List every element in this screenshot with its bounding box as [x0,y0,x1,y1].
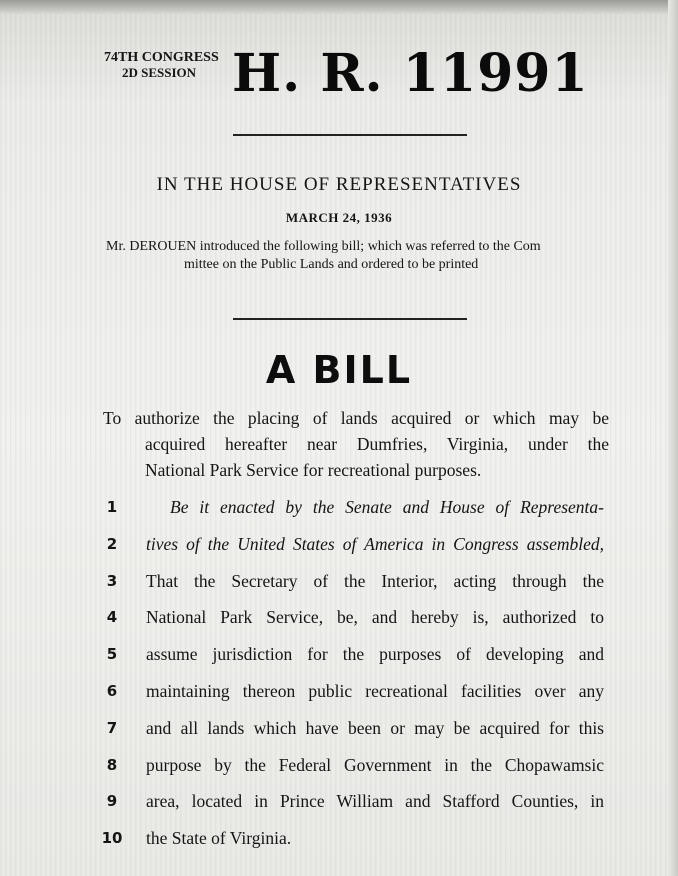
line-text: That the Secretary of the Interior, acting through the [146,570,604,591]
line-number: 4 [106,608,118,627]
line-number: 6 [106,681,118,700]
house-heading: IN THE HOUSE OF REPRESENTATIVES [156,174,522,195]
line-text: National Park Service, be, and hereby is, authorized to [146,607,604,628]
purpose-line-1: To authorize the placing of lands acquired or which may be [103,408,609,428]
divider-rule-bottom [233,318,467,320]
line-number: 5 [106,645,118,664]
line-text: purpose by the Federal Government in the Chopawamsic [146,754,604,775]
bill-body [0,496,678,864]
line-text: maintaining thereon public recreational facilities over any [146,680,604,701]
bill-title: A BILL [265,348,413,392]
bill-line [0,570,678,607]
line-number: 3 [106,571,118,590]
congress-label: 74TH CONGRESS [104,50,219,65]
bill-line [0,606,678,643]
line-text: Be it enacted by the Senate and House of Representa- [170,497,604,517]
session-label: 2D SESSION [122,65,197,80]
line-number: 8 [106,755,118,774]
bill-line [0,827,678,864]
bill-date: MARCH 24, 1936 [285,210,393,225]
divider-rule-top [233,134,467,136]
line-number: 7 [106,718,118,737]
introduction-line-1: Mr. DEROUEN introduced the following bill; which was referred to the Com [106,239,541,254]
scan-top-edge [0,0,678,14]
line-text: area, located in Prince William and Stafford Counties, in [146,791,604,812]
bill-line [0,496,678,533]
bill-purpose [103,405,609,483]
line-text: tives of the United States of America in Congress assembled, [146,533,604,554]
introduction-line-2: mittee on the Public Lands and ordered to be printed [184,257,479,272]
bill-line [0,754,678,791]
bill-line [0,680,678,717]
bill-line [0,533,678,570]
line-text: assume jurisdiction for the purposes of developing and [146,644,604,665]
line-text: the State of Virginia. [146,828,292,849]
purpose-line-3: National Park Service for recreational purposes. [145,460,482,480]
line-text: and all lands which have been or may be acquired for this [146,717,604,738]
line-number: 10 [101,829,123,848]
congress-session-label [104,50,219,80]
line-number: 1 [106,498,118,516]
bill-line [0,643,678,680]
line-number: 9 [106,792,118,811]
bill-line [0,717,678,754]
bill-line [0,790,678,827]
bill-number: H. R. 11991 [232,43,589,104]
purpose-line-2: acquired hereafter near Dumfries, Virginia, under the [145,434,609,454]
introduction-paragraph [106,238,606,274]
line-number: 2 [106,534,118,553]
